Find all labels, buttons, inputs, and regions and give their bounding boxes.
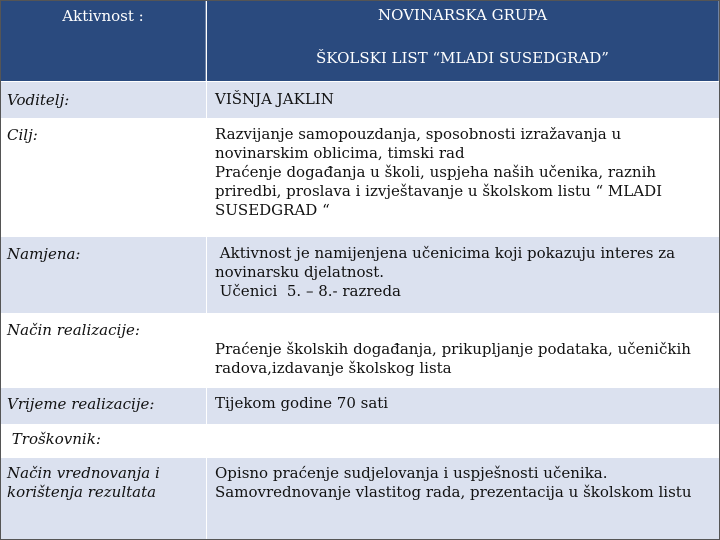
- row-value-line: novinarskim oblicima, timski rad: [215, 144, 465, 162]
- row-value-line: Opisno praćenje sudjelovanja i uspješnosti učenika.: [215, 464, 608, 482]
- row-value-line: Učenici 5. – 8.- razreda: [215, 282, 401, 300]
- row-value-line: SUSEDGRAD “: [215, 201, 330, 219]
- row-label-cilj: Cilj:: [7, 126, 38, 144]
- row-label-vrijeme-realizacije: Vrijeme realizacije:: [7, 395, 155, 413]
- row-label-nacin-vrednovanja: korištenja rezultata: [7, 483, 157, 501]
- row-value-line: Tijekom godine 70 sati: [215, 394, 389, 412]
- table-row: [1, 82, 719, 118]
- row-label-troskovnik: Troškovnik:: [7, 430, 101, 448]
- table-row: [1, 458, 719, 539]
- header-title-line2: ŠKOLSKI LIST “MLADI SUSEDGRAD”: [316, 49, 609, 67]
- table-row: [1, 314, 719, 387]
- row-label-nacin-realizacije: Način realizacije:: [7, 321, 140, 339]
- row-label-nacin-vrednovanja: Način vrednovanja i: [7, 464, 160, 482]
- table-row: [1, 119, 719, 236]
- row-value-line: Razvijanje samopouzdanja, sposobnosti izražavanja u: [215, 125, 622, 143]
- row-value-line: Praćenje školskih događanja, prikupljanje podataka, učeničkih: [215, 340, 691, 358]
- header-label: Aktivnost :: [62, 7, 144, 25]
- row-value-line: priredbi, proslava i izvještavanje u školskom listu “ MLADI: [215, 182, 663, 200]
- row-value-line: Samovrednovanje vlastitog rada, prezentacija u školskom listu: [215, 483, 692, 501]
- row-value-line: Praćenje događanja u školi, uspjeha naših učenika, raznih: [215, 163, 657, 181]
- column-divider: [206, 1, 207, 539]
- table-row: [1, 425, 719, 457]
- row-value-line: Aktivnost je namijenjena učenicima koji pokazuju interes za: [215, 244, 676, 262]
- row-label-namjena: Namjena:: [7, 245, 81, 263]
- table-row: [1, 388, 719, 424]
- row-value-line: VIŠNJA JAKLIN: [215, 90, 334, 108]
- header-title-cell: [207, 1, 719, 81]
- row-label-voditelj: Voditelj:: [7, 91, 70, 109]
- table-row: [1, 237, 719, 313]
- header-label-cell: [1, 1, 206, 81]
- header-title-line1: NOVINARSKA GRUPA: [377, 6, 548, 24]
- row-value-line: radova,izdavanje školskog lista: [215, 359, 452, 377]
- table-header: [1, 1, 719, 81]
- row-value-line: novinarsku djelatnost.: [215, 263, 385, 281]
